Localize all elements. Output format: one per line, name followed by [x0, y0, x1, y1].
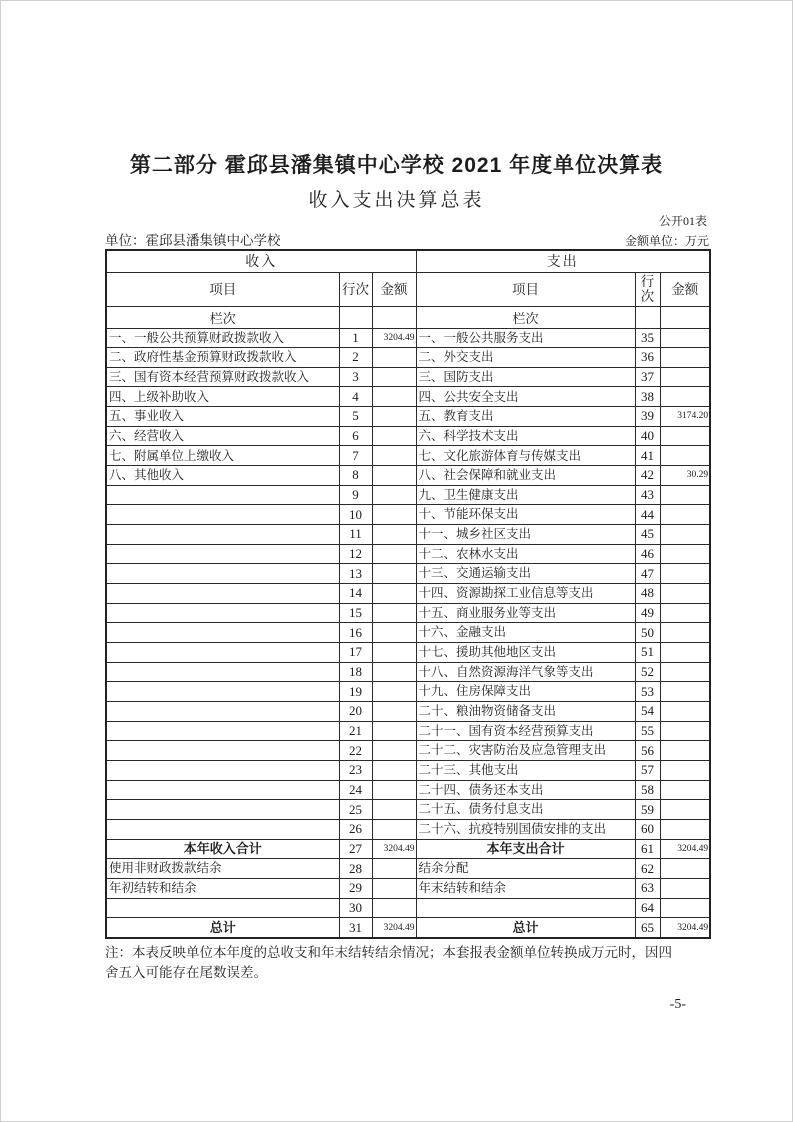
income-item-cell — [106, 544, 339, 564]
expense-item-cell: 十三、交通运输支出 — [416, 564, 635, 584]
income-item-cell — [106, 485, 339, 505]
expense-item-cell: 二十六、抗疫特别国债安排的支出 — [416, 819, 635, 839]
expense-amount-cell — [660, 662, 710, 682]
table-row — [106, 859, 710, 879]
income-line-cell: 12 — [339, 544, 372, 564]
income-amount-cell — [372, 446, 416, 466]
expense-item-cell: 八、社会保障和就业支出 — [416, 466, 635, 486]
income-lanci-cell: 栏次 — [106, 306, 339, 328]
income-item-cell: 四、上级补助收入 — [106, 387, 339, 407]
income-item-cell — [106, 721, 339, 741]
income-item-cell — [106, 741, 339, 761]
income-amount-cell — [372, 623, 416, 643]
income-amount-cell — [372, 819, 416, 839]
income-amount-cell — [372, 603, 416, 623]
table-row — [106, 603, 710, 623]
expense-line-cell: 39 — [635, 407, 660, 427]
income-line-cell: 18 — [339, 662, 372, 682]
expense-line-cell: 63 — [635, 878, 660, 898]
table-row — [106, 898, 710, 918]
income-item-cell — [106, 780, 339, 800]
income-line-cell: 20 — [339, 701, 372, 721]
expense-amount-cell — [660, 898, 710, 918]
expense-amount-cell — [660, 387, 710, 407]
income-amount-cell — [372, 760, 416, 780]
table-row — [106, 878, 710, 898]
expense-line-cell: 58 — [635, 780, 660, 800]
table-row — [106, 721, 710, 741]
income-item-cell — [106, 525, 339, 545]
expense-line-cell: 48 — [635, 584, 660, 604]
income-item-cell: 三、国有资本经营预算财政拨款收入 — [106, 367, 339, 387]
income-line-cell: 24 — [339, 780, 372, 800]
income-item-cell — [106, 819, 339, 839]
expense-item-cell: 十六、金融支出 — [416, 623, 635, 643]
expense-line-cell: 37 — [635, 367, 660, 387]
income-line-cell: 6 — [339, 426, 372, 446]
expense-line-cell: 45 — [635, 525, 660, 545]
table-row — [106, 780, 710, 800]
income-amount-cell — [372, 780, 416, 800]
income-line-cell: 10 — [339, 505, 372, 525]
footnote-line-2: 舍五入可能存在尾数误差。 — [105, 965, 267, 980]
expense-amount-cell — [660, 485, 710, 505]
income-item-cell — [106, 603, 339, 623]
income-line-cell: 26 — [339, 819, 372, 839]
expense-amount-cell — [660, 367, 710, 387]
expense-item-cell: 十九、住房保障支出 — [416, 682, 635, 702]
income-item-cell — [106, 662, 339, 682]
income-amount-header: 金额 — [372, 272, 416, 306]
expense-item-cell: 二十四、债务还本支出 — [416, 780, 635, 800]
page-number: -5- — [669, 997, 686, 1012]
income-item-cell: 二、政府性基金预算财政拨款收入 — [106, 348, 339, 368]
table-row — [106, 741, 710, 761]
expense-line-cell: 54 — [635, 701, 660, 721]
income-amount-cell — [372, 544, 416, 564]
expense-line-cell: 38 — [635, 387, 660, 407]
expense-item-cell: 十、节能环保支出 — [416, 505, 635, 525]
expense-amount-cell — [660, 643, 710, 663]
expense-line-cell: 59 — [635, 800, 660, 820]
expense-item-cell: 九、卫生健康支出 — [416, 485, 635, 505]
expense-section-header: 支出 — [416, 250, 710, 272]
income-amount-cell — [372, 525, 416, 545]
table-row — [106, 485, 710, 505]
expense-item-cell: 十四、资源勘探工业信息等支出 — [416, 584, 635, 604]
expense-item-cell: 十五、商业服务业等支出 — [416, 603, 635, 623]
expense-line-cell: 42 — [635, 466, 660, 486]
expense-item-cell: 二十三、其他支出 — [416, 760, 635, 780]
expense-amount-cell — [660, 525, 710, 545]
income-line-cell: 3 — [339, 367, 372, 387]
table-row — [106, 701, 710, 721]
expense-item-cell: 五、教育支出 — [416, 407, 635, 427]
expense-line-cell: 43 — [635, 485, 660, 505]
amount-unit-label: 金额单位：万元 — [624, 234, 709, 248]
income-line-cell: 29 — [339, 878, 372, 898]
expense-item-cell: 三、国防支出 — [416, 367, 635, 387]
footnote — [105, 943, 717, 983]
income-item-cell — [106, 564, 339, 584]
income-lanci-line-cell — [339, 306, 372, 328]
expense-item-cell: 总计 — [416, 918, 635, 938]
expense-amount-cell — [660, 878, 710, 898]
expense-line-cell: 44 — [635, 505, 660, 525]
income-line-cell: 28 — [339, 859, 372, 879]
expense-line-cell: 49 — [635, 603, 660, 623]
income-line-cell: 30 — [339, 898, 372, 918]
expense-amount-cell — [660, 446, 710, 466]
income-amount-cell — [372, 800, 416, 820]
table-row — [106, 918, 710, 938]
summary-table — [105, 249, 711, 939]
expense-line-header: 行次 — [635, 272, 660, 306]
income-line-cell: 2 — [339, 348, 372, 368]
income-lanci-amount-cell — [372, 306, 416, 328]
expense-amount-cell — [660, 564, 710, 584]
expense-item-cell: 二十、粮油物资储备支出 — [416, 701, 635, 721]
table-code-label: 公开01表 — [658, 214, 707, 228]
expense-item-cell: 二十五、债务付息支出 — [416, 800, 635, 820]
income-item-cell — [106, 701, 339, 721]
income-amount-cell — [372, 407, 416, 427]
expense-item-cell: 十一、城乡社区支出 — [416, 525, 635, 545]
expense-line-cell: 61 — [635, 839, 660, 859]
table-body — [106, 328, 710, 938]
income-item-cell — [106, 623, 339, 643]
expense-line-cell: 55 — [635, 721, 660, 741]
expense-line-cell: 65 — [635, 918, 660, 938]
income-item-cell: 本年收入合计 — [106, 839, 339, 859]
expense-amount-cell — [660, 859, 710, 879]
table-row — [106, 426, 710, 446]
expense-amount-cell: 3204.49 — [660, 839, 710, 859]
expense-amount-cell — [660, 780, 710, 800]
expense-line-cell: 60 — [635, 819, 660, 839]
income-line-cell: 19 — [339, 682, 372, 702]
table-row — [106, 682, 710, 702]
table-row — [106, 525, 710, 545]
expense-amount-cell — [660, 701, 710, 721]
table-row — [106, 623, 710, 643]
expense-amount-cell: 3174.20 — [660, 407, 710, 427]
income-item-cell: 六、经营收入 — [106, 426, 339, 446]
expense-item-cell: 本年支出合计 — [416, 839, 635, 859]
expense-amount-cell — [660, 426, 710, 446]
expense-item-cell: 四、公共安全支出 — [416, 387, 635, 407]
expense-item-cell: 二、外交支出 — [416, 348, 635, 368]
expense-amount-cell — [660, 623, 710, 643]
expense-amount-cell: 3204.49 — [660, 918, 710, 938]
income-amount-cell — [372, 505, 416, 525]
expense-amount-cell: 30.29 — [660, 466, 710, 486]
expense-line-cell: 46 — [635, 544, 660, 564]
expense-lanci-amount-cell — [660, 306, 710, 328]
expense-line-cell: 36 — [635, 348, 660, 368]
income-line-cell: 14 — [339, 584, 372, 604]
page-subtitle: 收入支出决算总表 — [308, 190, 485, 211]
income-amount-cell — [372, 701, 416, 721]
table-row — [106, 466, 710, 486]
income-item-cell — [106, 584, 339, 604]
income-amount-cell — [372, 348, 416, 368]
income-amount-cell — [372, 485, 416, 505]
section-header-row — [106, 250, 710, 272]
table-row — [106, 407, 710, 427]
expense-amount-cell — [660, 760, 710, 780]
table-row — [106, 760, 710, 780]
expense-line-cell: 40 — [635, 426, 660, 446]
expense-line-cell: 56 — [635, 741, 660, 761]
income-line-cell: 15 — [339, 603, 372, 623]
table-row — [106, 505, 710, 525]
expense-item-cell: 二十二、灾害防治及应急管理支出 — [416, 741, 635, 761]
expense-item-cell: 七、文化旅游体育与传媒支出 — [416, 446, 635, 466]
income-amount-cell — [372, 741, 416, 761]
income-item-cell — [106, 682, 339, 702]
income-amount-cell — [372, 426, 416, 446]
expense-amount-cell — [660, 544, 710, 564]
expense-item-cell: 年末结转和结余 — [416, 878, 635, 898]
expense-item-cell: 十二、农林水支出 — [416, 544, 635, 564]
income-amount-cell — [372, 898, 416, 918]
income-item-cell: 一、一般公共预算财政拨款收入 — [106, 328, 339, 348]
footnote-line-1: 注：本表反映单位本年度的总收支和年末结转结余情况；本套报表金额单位转换成万元时，因四 — [105, 945, 672, 960]
table-row — [106, 643, 710, 663]
income-line-cell: 8 — [339, 466, 372, 486]
income-amount-cell — [372, 643, 416, 663]
expense-amount-cell — [660, 682, 710, 702]
income-amount-cell — [372, 721, 416, 741]
table-row — [106, 584, 710, 604]
income-amount-cell — [372, 466, 416, 486]
expense-item-cell: 结余分配 — [416, 859, 635, 879]
expense-line-cell: 57 — [635, 760, 660, 780]
unit-row — [105, 229, 709, 249]
income-item-cell — [106, 505, 339, 525]
income-item-cell — [106, 800, 339, 820]
expense-amount-cell — [660, 348, 710, 368]
expense-amount-cell — [660, 741, 710, 761]
income-item-cell: 总计 — [106, 918, 339, 938]
expense-item-header: 项目 — [416, 272, 635, 306]
expense-line-cell: 62 — [635, 859, 660, 879]
expense-amount-cell — [660, 505, 710, 525]
income-item-header: 项目 — [106, 272, 339, 306]
expense-amount-cell — [660, 800, 710, 820]
income-line-header: 行次 — [339, 272, 372, 306]
expense-line-cell: 50 — [635, 623, 660, 643]
expense-item-cell: 二十一、国有资本经营预算支出 — [416, 721, 635, 741]
income-amount-cell — [372, 662, 416, 682]
income-item-cell — [106, 760, 339, 780]
table-row — [106, 387, 710, 407]
expense-item-cell: 十七、援助其他地区支出 — [416, 643, 635, 663]
expense-lanci-line-cell — [635, 306, 660, 328]
lanci-row — [106, 306, 710, 328]
income-line-cell: 9 — [339, 485, 372, 505]
income-line-cell: 11 — [339, 525, 372, 545]
income-line-cell: 16 — [339, 623, 372, 643]
income-item-cell: 八、其他收入 — [106, 466, 339, 486]
income-amount-cell: 3204.49 — [372, 839, 416, 859]
expense-line-cell: 52 — [635, 662, 660, 682]
expense-line-cell: 53 — [635, 682, 660, 702]
table-row — [106, 800, 710, 820]
income-amount-cell — [372, 878, 416, 898]
income-amount-cell — [372, 584, 416, 604]
income-line-cell: 17 — [339, 643, 372, 663]
page-title: 第二部分 霍邱县潘集镇中心学校 2021 年度单位决算表 — [129, 154, 664, 177]
expense-item-cell: 十八、自然资源海洋气象等支出 — [416, 662, 635, 682]
income-line-cell: 25 — [339, 800, 372, 820]
table-row — [106, 328, 710, 348]
income-item-cell: 使用非财政拨款结余 — [106, 859, 339, 879]
table-row — [106, 662, 710, 682]
income-section-header: 收入 — [106, 250, 416, 272]
income-amount-cell — [372, 387, 416, 407]
income-amount-cell: 3204.49 — [372, 918, 416, 938]
table-row — [106, 544, 710, 564]
expense-lanci-cell: 栏次 — [416, 306, 635, 328]
income-item-cell: 年初结转和结余 — [106, 878, 339, 898]
income-amount-cell: 3204.49 — [372, 328, 416, 348]
income-line-cell: 27 — [339, 839, 372, 859]
expense-amount-cell — [660, 819, 710, 839]
expense-line-cell: 41 — [635, 446, 660, 466]
income-item-cell: 七、附属单位上缴收入 — [106, 446, 339, 466]
income-line-cell: 23 — [339, 760, 372, 780]
income-item-cell — [106, 898, 339, 918]
income-line-cell: 5 — [339, 407, 372, 427]
income-line-cell: 22 — [339, 741, 372, 761]
income-line-cell: 4 — [339, 387, 372, 407]
income-line-cell: 21 — [339, 721, 372, 741]
expense-line-cell: 64 — [635, 898, 660, 918]
income-line-cell: 31 — [339, 918, 372, 938]
table-row — [106, 367, 710, 387]
expense-amount-cell — [660, 721, 710, 741]
table-row — [106, 348, 710, 368]
income-line-cell: 1 — [339, 328, 372, 348]
column-header-row — [106, 272, 710, 306]
income-line-cell: 13 — [339, 564, 372, 584]
unit-name: 单位：霍邱县潘集镇中心学校 — [105, 233, 281, 248]
income-amount-cell — [372, 682, 416, 702]
expense-amount-header: 金额 — [660, 272, 710, 306]
income-line-cell: 7 — [339, 446, 372, 466]
table-row — [106, 564, 710, 584]
expense-amount-cell — [660, 603, 710, 623]
expense-item-cell: 六、科学技术支出 — [416, 426, 635, 446]
income-amount-cell — [372, 564, 416, 584]
expense-item-cell — [416, 898, 635, 918]
expense-amount-cell — [660, 328, 710, 348]
table-row — [106, 819, 710, 839]
expense-item-cell: 一、一般公共服务支出 — [416, 328, 635, 348]
table-row — [106, 446, 710, 466]
expense-amount-cell — [660, 584, 710, 604]
income-amount-cell — [372, 367, 416, 387]
expense-line-cell: 51 — [635, 643, 660, 663]
income-amount-cell — [372, 859, 416, 879]
table-row — [106, 839, 710, 859]
expense-line-cell: 35 — [635, 328, 660, 348]
income-item-cell: 五、事业收入 — [106, 407, 339, 427]
expense-line-cell: 47 — [635, 564, 660, 584]
income-item-cell — [106, 643, 339, 663]
